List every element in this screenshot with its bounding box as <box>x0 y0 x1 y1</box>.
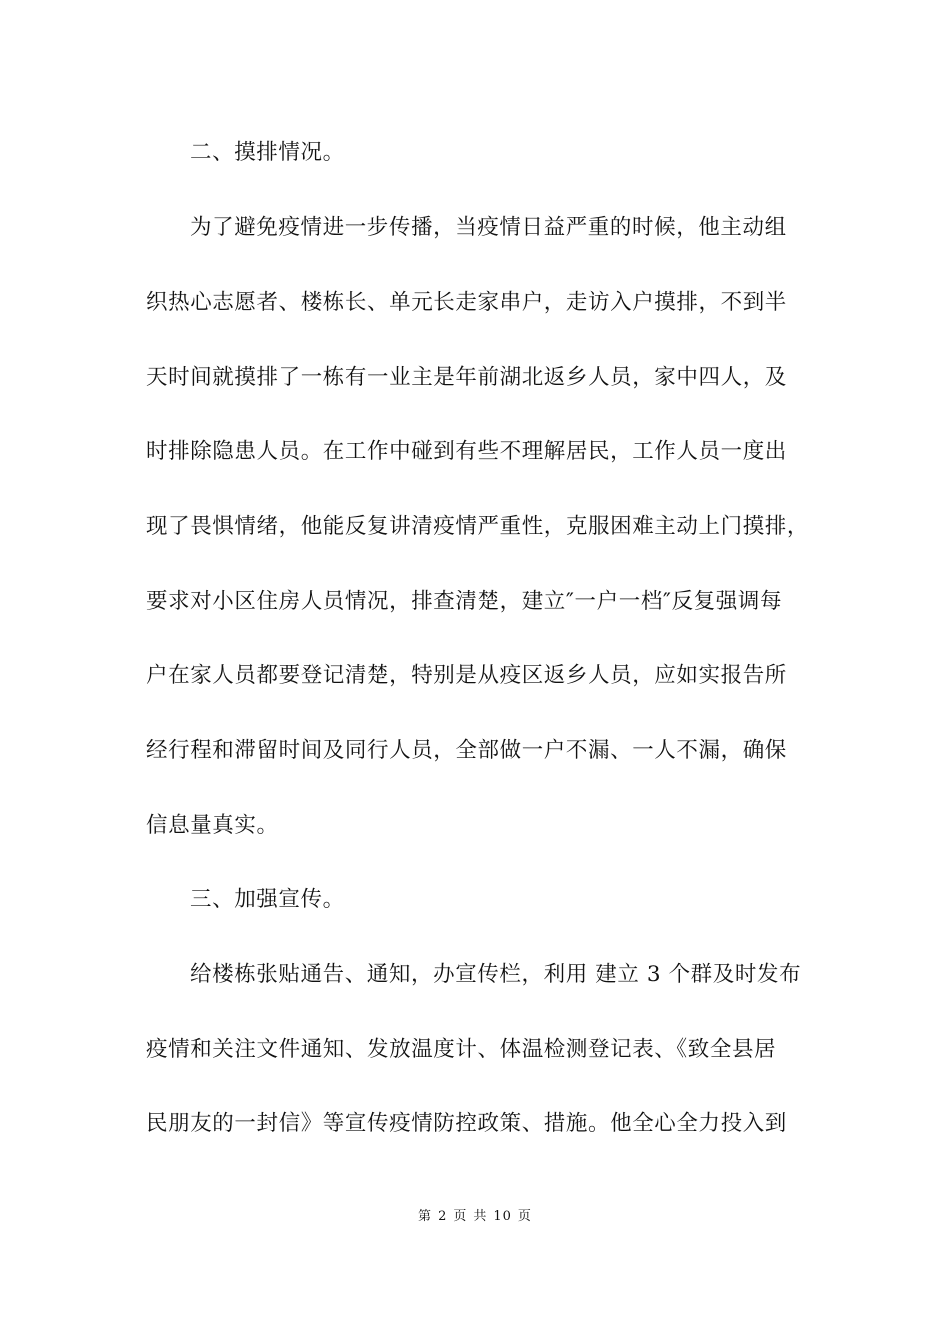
footer-total-label: 共 <box>473 1209 488 1224</box>
paragraph-line: 现了畏惧情绪，他能反复讲清疫情严重性，克服困难主动上门摸排， <box>146 514 810 539</box>
paragraph-line: 户在家人员都要登记清楚，特别是从疫区返乡人员，应如实报告所 <box>146 663 787 688</box>
paragraph-line: 给楼栋张贴通告、通知，办宣传栏，利用 建立 3 个群及时发布 <box>190 962 802 987</box>
section-heading: 二、摸排情况。 <box>190 140 345 165</box>
paragraph-line: 织热心志愿者、楼栋长、单元长走家串户，走访入户摸排，不到半 <box>146 290 787 315</box>
paragraph-line: 时排除隐患人员。在工作中碰到有些不理解居民，工作人员一度出 <box>146 439 787 464</box>
total-page-count: 10 <box>493 1209 512 1224</box>
paragraph-line: 天时间就摸排了一栋有一业主是年前湖北返乡人员，家中四人，及 <box>146 365 787 390</box>
paragraph-line: 为了避免疫情进一步传播，当疫情日益严重的时候，他主动组 <box>190 215 787 240</box>
page-footer <box>0 1208 950 1226</box>
section-heading: 三、加强宣传。 <box>190 887 345 912</box>
footer-prefix: 第 <box>418 1209 433 1224</box>
paragraph-line: 要求对小区住房人员情况，排查清楚，建立″一户一档″反复强调每 <box>146 589 783 614</box>
current-page-number: 2 <box>438 1209 448 1224</box>
paragraph-line: 民朋友的一封信》等宣传疫情防控政策、措施。他全心全力投入到 <box>146 1111 787 1136</box>
footer-page-unit: 页 <box>453 1209 468 1224</box>
footer-suffix: 页 <box>517 1209 532 1224</box>
paragraph-line: 经行程和滞留时间及同行人员，全部做一户不漏、一人不漏，确保 <box>146 738 787 763</box>
paragraph-line: 信息量真实。 <box>146 813 279 838</box>
paragraph-line: 疫情和关注文件通知、发放温度计、体温检测登记表、《致全县居 <box>146 1037 777 1062</box>
